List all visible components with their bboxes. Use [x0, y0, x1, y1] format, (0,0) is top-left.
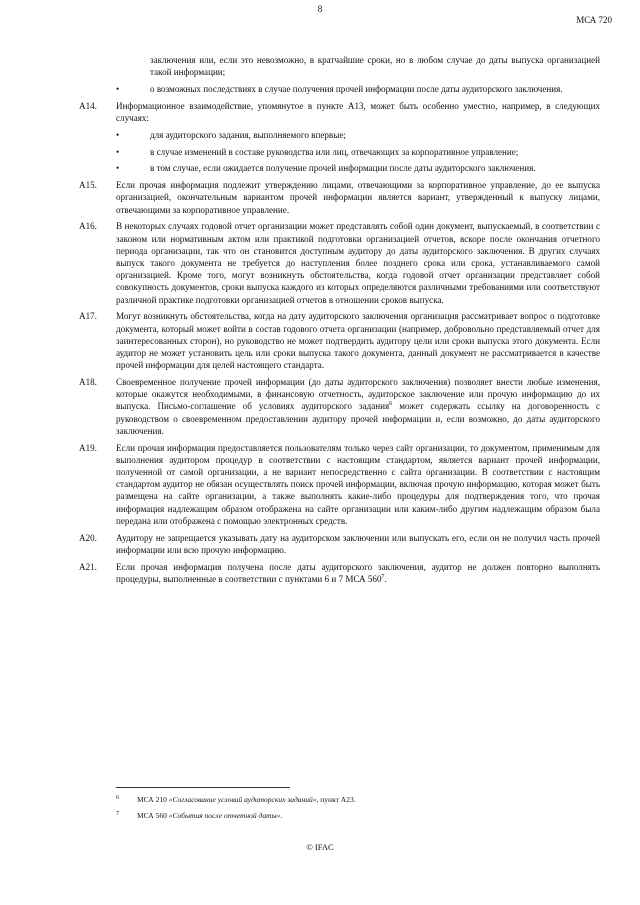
footnote-divider	[116, 787, 290, 788]
paragraph-label: A15.	[79, 180, 97, 191]
paragraph-a17	[79, 310, 600, 371]
paragraph-text: Если прочая информация предоставляется пользователям только через сайт организации, то документом, применимым для выполнения аудитором процедур в соответствии с настоящим стандартом, является вариант прочей информации, полученной от самой организации, а не вариант непосредственно с сайта организации. В соответствии с настоящим стандартом аудитор не обязан осуществлять поиск прочей информации, включая прочую информацию, которая может быть размещена на сайте организации, а также выполнять какие-либо процедуры для подтверждения того, что прочая информация надлежащим образом отображена на сайте организации или каким-либо другим надлежащим образом была передана или отображена с помощью электронных средств.	[116, 442, 600, 526]
footnote-ref[interactable]: 6	[389, 401, 393, 408]
bullet-item: • о возможных последствиях в случае получения прочей информации после даты аудиторского заключения.	[116, 84, 563, 94]
paragraph-a14	[79, 100, 600, 124]
paragraph-label: A19.	[79, 442, 97, 453]
paragraph-a20	[79, 532, 600, 556]
paragraph-label: A14.	[79, 100, 97, 111]
bullet-icon: •	[116, 84, 120, 94]
bullet-icon: •	[116, 146, 120, 157]
paragraph-text: Могут возникнуть обстоятельства, когда на дату аудиторского заключения организация рассматривает вопрос о подготовке документа, который может войти в состав годового отчета организации (например, добровольно представляемый отчет для заинтересованных сторон), но руководство не может подтвердить аудитору цели или сроки выпуска этого документа. Если аудитор не может установить цель или сроки выпуска такого документа, данный документ не рассматривается в качестве прочей информации для целей настоящего стандарта.	[116, 311, 600, 371]
page-number: 8	[317, 4, 323, 14]
paragraph-text: Своевременное получение прочей информации (до даты аудиторского заключения) позволяет внести любые изменения, которые окажутся необходимыми, в финансовую отчетность, аудиторское заключение или прочую информацию до их выпуска. Письмо-соглашение об условиях аудиторского задания$^6$ может содержать ссылку на договоренность с руководством о своевременном предоставлении аудитору прочей информации и, если возможно, до даты аудиторского заключения.	[116, 377, 600, 436]
paragraph-label: A18.	[79, 377, 97, 388]
paragraph-text: В некоторых случаях годовой отчет организации может представлять собой один документ, выпускаемый, в соответствии с законом или нормативным актом или практикой подготовки организацией отчетов, вскоре после окончания отчетного периода организации, так что он становится доступным аудитору до даты аудиторского заключения. В других случаях выпуск такого документа не требуется до наступления более позднего срока или срока, устанавливаемого самой организацией. Кроме того, могут возникнуть обстоятельства, когда годовой отчет организации представляет собой совокупность документов, сроки выпуска каждого из которых определяются различными требованиями или соответствуют различной практике подготовки организацией отчетов в отношении сроков выпуска.	[116, 221, 600, 305]
continued-bullet-text: заключения или, если это невозможно, в кратчайшие сроки, но в любом случае до даты выпуска организацией такой информации;	[150, 55, 600, 78]
footnote-ref[interactable]: 7	[381, 573, 385, 580]
paragraph-a21	[79, 561, 600, 585]
paragraph-a16	[79, 220, 600, 305]
paragraph-text: Если прочая информация подлежит утверждению лицами, отвечающими за корпоративное управление, до ее выпуска организацией, окончательным вариантом прочей информации является вариант, утвержденный к выпуску лицами, отвечающими за корпоративное управление.	[116, 180, 600, 215]
bullet-icon: •	[116, 163, 120, 174]
document-body	[79, 54, 600, 590]
bullet-item: • в том случае, если ожидается получение прочей информации после даты аудиторского заключения.	[116, 163, 536, 174]
footnote: 7 МСА 560 «События после отчетной даты».	[116, 811, 283, 820]
paragraph-label: A21.	[79, 561, 97, 572]
bullet-item: • в случае изменений в составе руководства или лиц, отвечающих за корпоративное управление;	[116, 146, 519, 157]
paragraph-a18	[79, 376, 600, 437]
footnote-number: 7	[116, 811, 119, 817]
footnote: 6 МСА 210 «Согласование условий аудиторских заданий», пункт A23.	[116, 795, 356, 804]
paragraph-label: A20.	[79, 532, 97, 543]
paragraph-text: Если прочая информация получена после даты аудиторского заключения, аудитор не должен повторно выполнять процедуры, выполненные в соответствии с пунктами 6 и 7 МСА $560^7$.	[116, 561, 600, 584]
footnote-number: 6	[116, 795, 119, 801]
paragraph-label: A16.	[79, 221, 97, 232]
standard-code: МСА 720	[576, 15, 612, 25]
paragraph-label: A17.	[79, 311, 97, 322]
paragraph-text: Информационное взаимодействие, упомянутое в пункте A13, может быть особенно уместно, например, в следующих случаях:	[116, 100, 600, 123]
bullet-item: • для аудиторского задания, выполняемого впервые;	[116, 129, 346, 140]
paragraph-a15	[79, 179, 600, 216]
copyright-footer: © IFAC	[306, 842, 334, 852]
paragraph-text: Аудитору не запрещается указывать дату на аудиторском заключении или выпускать его, если он не получил часть прочей информации или всю прочую информацию.	[116, 532, 600, 555]
bullet-icon: •	[116, 129, 120, 140]
paragraph-a19	[79, 442, 600, 527]
